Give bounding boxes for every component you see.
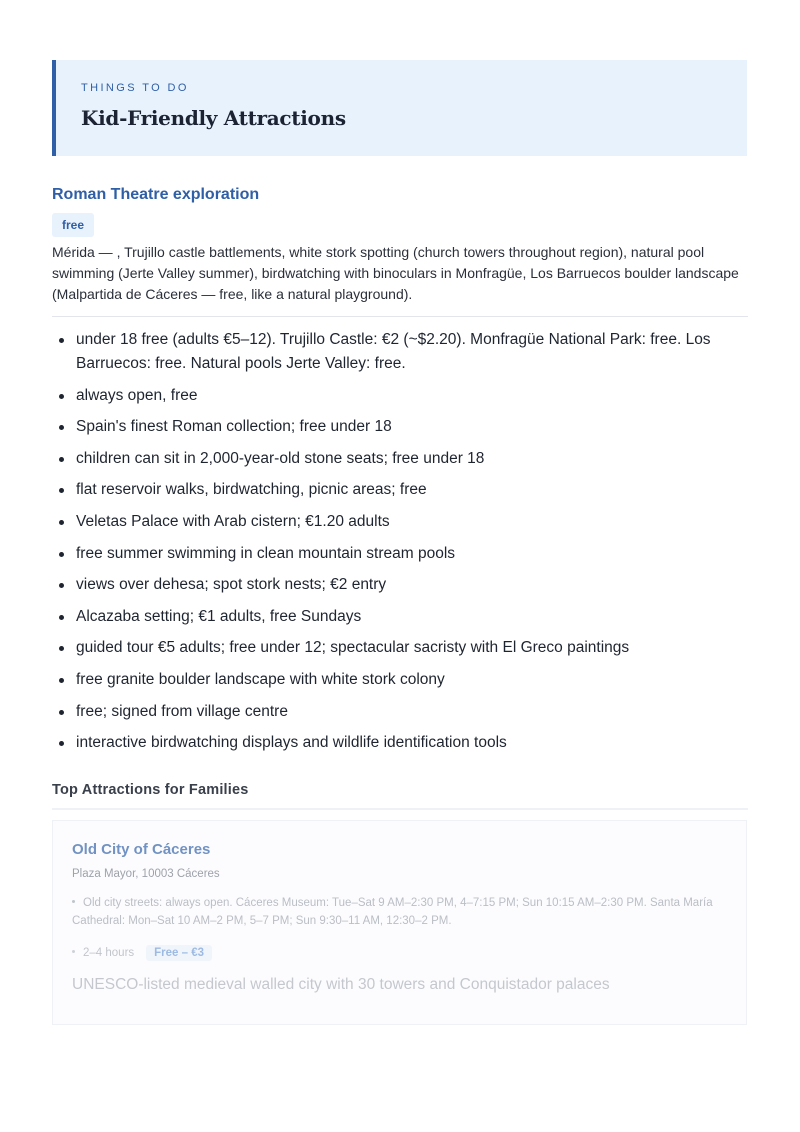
attraction-card[interactable] (52, 820, 747, 1025)
list-item: Spain's finest Roman collection; free under 18 (52, 415, 748, 439)
attraction-title-link[interactable]: Old City of Cáceres (72, 841, 211, 858)
list-item: free; signed from village centre (52, 700, 748, 724)
list-item: flat reservoir walks, birdwatching, picnic areas; free (52, 478, 748, 502)
eyebrow-label: THINGS TO DO (81, 82, 189, 94)
list-item: Alcazaba setting; €1 adults, free Sundays (52, 605, 748, 629)
visit-duration: 2–4 hours (83, 947, 135, 959)
list-item: children can sit in 2,000-year-old stone seats; free under 18 (52, 447, 748, 471)
list-item: under 18 free (adults €5–12). Trujillo Castle: €2 (~$2.20). Monfragüe National Park: free. Los Barruecos: free. Natural pools Jerte Valley: free. (52, 328, 748, 376)
list-item: guided tour €5 adults; free under 12; spectacular sacristy with El Greco paintings (52, 636, 748, 660)
list-item: Veletas Palace with Arab cistern; €1.20 adults (52, 510, 748, 534)
list-item: always open, free (52, 384, 748, 408)
price-badge: free (52, 213, 94, 237)
section-title: Roman Theatre exploration (52, 186, 260, 203)
attraction-description: UNESCO-listed medieval walled city with 30 towers and Conquistador palaces (72, 976, 610, 993)
list-item: interactive birdwatching displays and wildlife identification tools (52, 731, 748, 755)
opening-hours (72, 894, 732, 930)
opening-hours-text: Old city streets: always open. Cáceres Museum: Tue–Sat 9 AM–2:30 PM, 4–7:15 PM; Sun 10:15 AM–2:30 PM. Santa María Cathedral: Mon–Sat 10 AM–2 PM, 5–7 PM; Sun 9:30–11 AM, 12:30–2 PM. (72, 897, 713, 927)
divider (52, 808, 748, 810)
top-attractions-heading: Top Attractions for Families (52, 782, 249, 798)
bullet-dot-icon (72, 900, 75, 903)
bullet-dot-icon (72, 950, 75, 953)
attraction-list (52, 328, 748, 763)
attraction-address: Plaza Mayor, 10003 Cáceres (72, 868, 220, 880)
section-description: Mérida — , Trujillo castle battlements, white stork spotting (church towers throughout region), natural pool swimming (Jerte Valley summer), birdwatching with binoculars in Monfragüe, Los Barruecos boulder landscape (Malpartida de Cáceres — free, like a natural playground). (52, 244, 739, 302)
list-item: views over dehesa; spot stork nests; €2 entry (52, 573, 748, 597)
list-item: free granite boulder landscape with white stork colony (52, 668, 748, 692)
price-badge: Free – €3 (146, 945, 212, 961)
page-header (52, 60, 747, 156)
page-title: Kid-Friendly Attractions (81, 106, 346, 130)
attraction-meta (72, 945, 212, 961)
divider (52, 316, 748, 317)
list-item: free summer swimming in clean mountain stream pools (52, 542, 748, 566)
